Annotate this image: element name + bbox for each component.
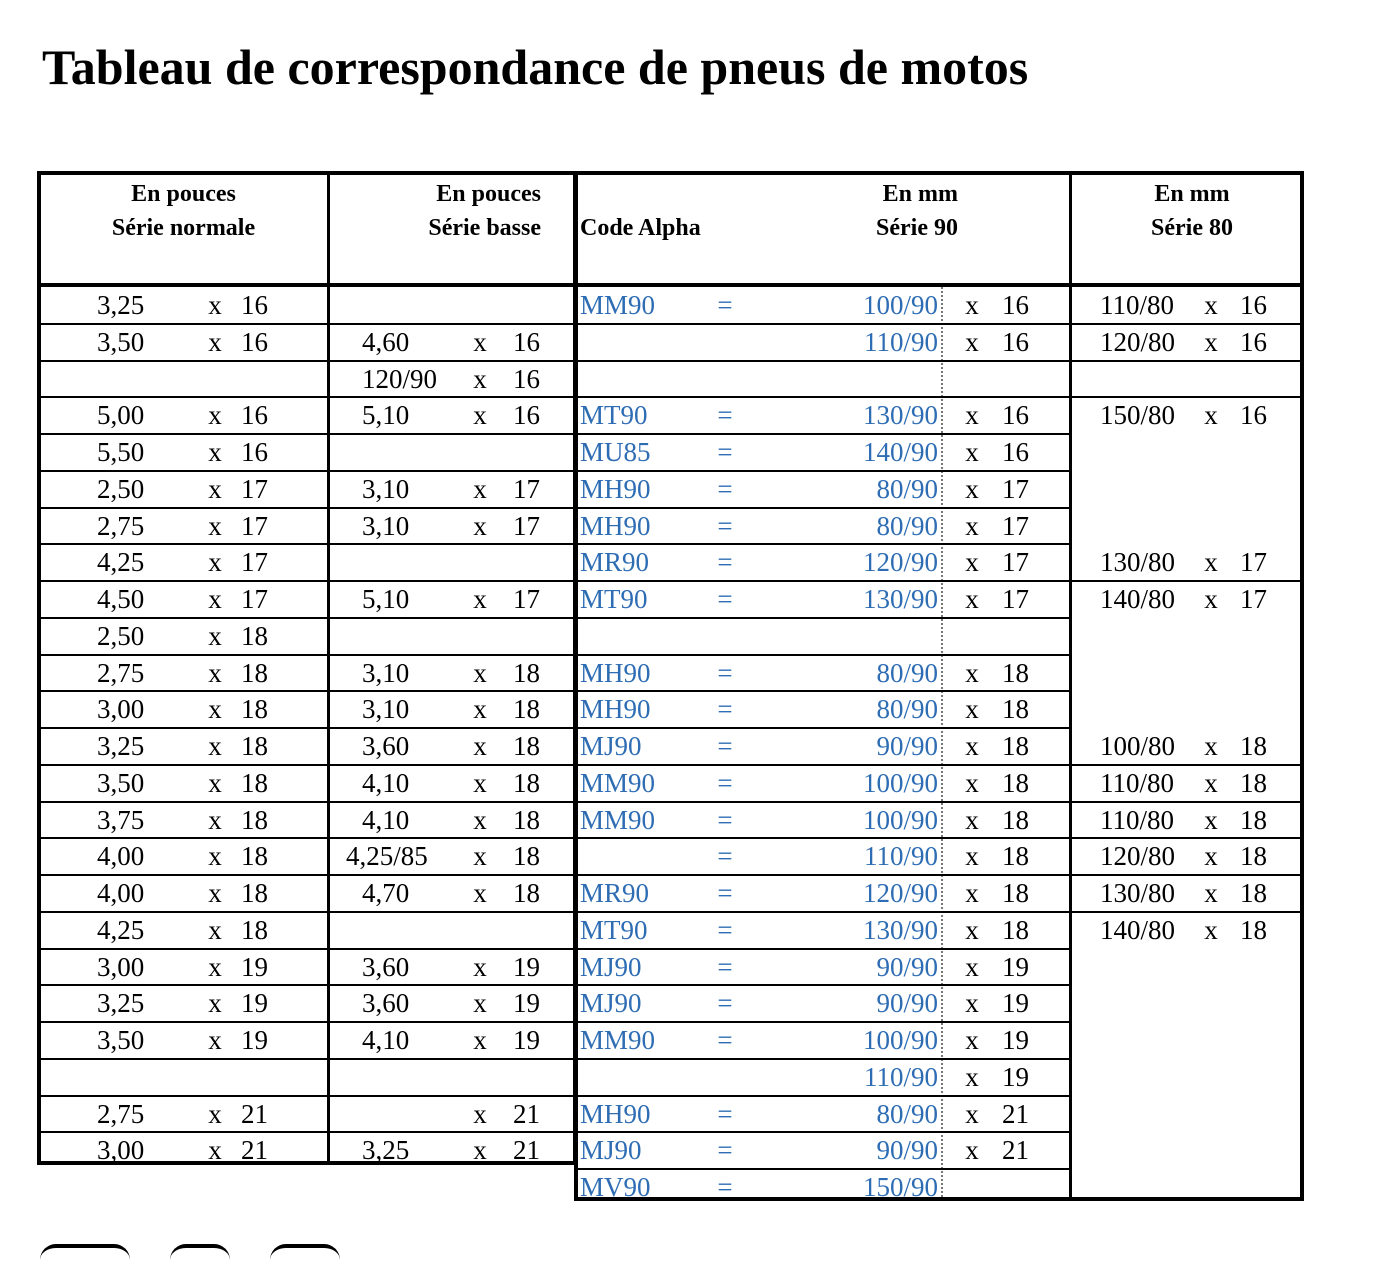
normal-rim: 21 — [241, 1135, 268, 1166]
normal-rim: 18 — [241, 914, 268, 945]
normal-rim: 18 — [241, 804, 268, 835]
normal-size: 2,75 — [97, 1098, 145, 1129]
low-profile-rim: 17 — [513, 584, 540, 614]
equals-sign: = — [717, 1135, 733, 1166]
equals-sign: = — [717, 951, 733, 982]
low-profile-size: 4,10 — [362, 804, 410, 835]
low-profile-rim: 19 — [513, 988, 540, 1019]
normal-size: 3,00 — [97, 694, 145, 725]
normal-rim: 17 — [241, 510, 268, 541]
times-sign: x — [208, 951, 222, 982]
mm-80-rim: 16 — [1240, 326, 1267, 357]
normal-rim: 18 — [241, 620, 268, 651]
times-sign: x — [965, 878, 979, 908]
mm-90-rim: 19 — [1002, 988, 1029, 1019]
normal-size: 3,75 — [97, 804, 145, 835]
low-profile-rim: 21 — [513, 1135, 540, 1166]
low-profile-rim: 18 — [513, 657, 540, 688]
header-serie-80 — [1074, 175, 1310, 283]
mm-80-rim: 17 — [1240, 547, 1267, 578]
low-profile-size: 4,10 — [362, 1025, 410, 1055]
mm-90-rim: 17 — [1002, 510, 1029, 541]
alpha-code: MR90 — [580, 878, 650, 908]
normal-rim: 17 — [241, 473, 268, 504]
times-sign: x — [965, 694, 979, 725]
normal-size: 3,25 — [97, 988, 145, 1019]
times-sign: x — [473, 473, 487, 504]
mm-90-rim: 16 — [1002, 400, 1029, 431]
normal-size: 4,00 — [97, 878, 145, 908]
mm-90-rim: 18 — [1002, 841, 1029, 872]
times-sign: x — [1204, 731, 1218, 761]
mm-90-size: 110/90 — [864, 1061, 938, 1092]
times-sign: x — [473, 841, 487, 872]
mm-90-rim: 16 — [1002, 290, 1029, 320]
normal-size: 3,00 — [97, 951, 145, 982]
alpha-code: MT90 — [580, 400, 648, 431]
equals-sign: = — [717, 437, 733, 467]
times-sign: x — [208, 988, 222, 1019]
column-divider — [1069, 175, 1072, 1197]
mm-90-size: 90/90 — [876, 1135, 938, 1166]
mm-80-size: 140/80 — [1100, 584, 1176, 614]
mm-80-size: 150/80 — [1100, 400, 1176, 431]
mm-90-size: 100/90 — [862, 290, 938, 320]
low-profile-size: 4,25/85 — [346, 841, 428, 872]
alpha-code: MH90 — [580, 1098, 651, 1129]
mm-90-rim: 18 — [1002, 767, 1029, 798]
header-code-alpha — [580, 175, 780, 283]
mm-80-rim: 16 — [1240, 290, 1267, 320]
times-sign: x — [965, 1025, 979, 1055]
alpha-code: MJ90 — [580, 951, 642, 982]
equals-sign: = — [717, 584, 733, 614]
times-sign: x — [473, 1025, 487, 1055]
low-profile-rim: 18 — [513, 878, 540, 908]
alpha-code: MM90 — [580, 1025, 656, 1055]
low-profile-rim: 18 — [513, 731, 540, 761]
times-sign: x — [208, 620, 222, 651]
mm-80-rim: 18 — [1240, 804, 1267, 835]
low-profile-rim: 16 — [513, 326, 540, 357]
low-profile-rim: 19 — [513, 1025, 540, 1055]
mm-80-size: 110/80 — [1100, 290, 1174, 320]
equals-sign: = — [717, 731, 733, 761]
dotted-divider — [941, 287, 943, 1197]
times-sign: x — [208, 400, 222, 431]
normal-rim: 16 — [241, 290, 268, 320]
times-sign: x — [473, 804, 487, 835]
low-profile-rim: 21 — [513, 1098, 540, 1129]
normal-size: 3,00 — [97, 1135, 145, 1166]
row-divider — [578, 617, 1069, 619]
header-col4-line1: En mm — [882, 181, 958, 207]
low-profile-size: 4,10 — [362, 767, 410, 798]
times-sign: x — [1204, 290, 1218, 320]
times-sign: x — [473, 767, 487, 798]
mm-90-rim: 18 — [1002, 804, 1029, 835]
mm-90-size: 80/90 — [876, 657, 938, 688]
alpha-code: MU85 — [580, 437, 651, 467]
normal-rim: 18 — [241, 878, 268, 908]
normal-rim: 19 — [241, 1025, 268, 1055]
low-profile-size: 3,10 — [362, 694, 410, 725]
low-profile-rim: 18 — [513, 694, 540, 725]
times-sign: x — [1204, 547, 1218, 578]
mm-80-size: 140/80 — [1100, 914, 1176, 945]
normal-rim: 18 — [241, 657, 268, 688]
header-col5-line1: En mm — [1154, 181, 1230, 207]
times-sign: x — [473, 510, 487, 541]
times-sign: x — [965, 547, 979, 578]
alpha-code: MJ90 — [580, 731, 642, 761]
normal-size: 4,25 — [97, 547, 145, 578]
mm-90-rim: 19 — [1002, 1061, 1029, 1092]
mm-90-rim: 19 — [1002, 1025, 1029, 1055]
mm-90-rim: 16 — [1002, 326, 1029, 357]
times-sign: x — [208, 694, 222, 725]
alpha-code: MH90 — [580, 510, 651, 541]
times-sign: x — [965, 290, 979, 320]
equals-sign: = — [717, 473, 733, 504]
low-profile-rim: 17 — [513, 473, 540, 504]
low-profile-size: 3,25 — [362, 1135, 410, 1166]
equals-sign: = — [717, 510, 733, 541]
header-serie-normale — [41, 175, 326, 283]
alpha-code: MR90 — [580, 547, 650, 578]
times-sign: x — [208, 326, 222, 357]
normal-rim: 18 — [241, 767, 268, 798]
mm-80-size: 120/80 — [1100, 841, 1176, 872]
low-profile-rim: 17 — [513, 510, 540, 541]
mm-table — [574, 171, 1304, 1201]
low-profile-rim: 16 — [513, 400, 540, 431]
normal-size: 2,50 — [97, 620, 145, 651]
mm-90-size: 120/90 — [862, 878, 938, 908]
low-profile-size: 4,70 — [362, 878, 410, 908]
normal-rim: 18 — [241, 694, 268, 725]
cut-off-heading — [40, 1238, 1040, 1270]
alpha-code: MH90 — [580, 473, 651, 504]
mm-80-rim: 16 — [1240, 400, 1267, 431]
mm-90-size: 130/90 — [862, 584, 938, 614]
times-sign: x — [965, 804, 979, 835]
mm-90-rim: 19 — [1002, 951, 1029, 982]
times-sign: x — [473, 878, 487, 908]
row-divider — [578, 360, 1069, 362]
mm-90-size: 110/90 — [864, 841, 938, 872]
mm-90-size: 140/90 — [862, 437, 938, 467]
normal-rim: 16 — [241, 400, 268, 431]
mm-90-size: 90/90 — [876, 731, 938, 761]
low-profile-rim: 18 — [513, 804, 540, 835]
times-sign: x — [965, 584, 979, 614]
equals-sign: = — [717, 400, 733, 431]
alpha-code: MH90 — [580, 694, 651, 725]
times-sign: x — [473, 951, 487, 982]
normal-size: 3,25 — [97, 290, 145, 320]
times-sign: x — [1204, 326, 1218, 357]
normal-rim: 18 — [241, 841, 268, 872]
header-col2-line2: Série basse — [428, 215, 541, 241]
normal-rim: 18 — [241, 731, 268, 761]
mm-90-size: 150/90 — [862, 1172, 938, 1202]
times-sign: x — [208, 1098, 222, 1129]
header-col2-line1: En pouces — [436, 181, 541, 207]
equals-sign: = — [717, 804, 733, 835]
mm-80-size: 100/80 — [1100, 731, 1176, 761]
times-sign: x — [208, 657, 222, 688]
times-sign: x — [208, 1135, 222, 1166]
low-profile-size: 3,10 — [362, 657, 410, 688]
equals-sign: = — [717, 1098, 733, 1129]
times-sign: x — [1204, 804, 1218, 835]
times-sign: x — [965, 657, 979, 688]
equals-sign: = — [717, 1172, 733, 1202]
equals-sign: = — [717, 657, 733, 688]
alpha-code: MM90 — [580, 290, 656, 320]
normal-size: 3,50 — [97, 767, 145, 798]
mm-80-size: 110/80 — [1100, 767, 1174, 798]
normal-rim: 21 — [241, 1098, 268, 1129]
normal-size: 4,50 — [97, 584, 145, 614]
mm-90-rim: 17 — [1002, 584, 1029, 614]
normal-size: 3,50 — [97, 326, 145, 357]
low-profile-size: 3,60 — [362, 988, 410, 1019]
inches-table — [37, 171, 577, 1165]
header-col1-line1: En pouces — [131, 181, 236, 207]
times-sign: x — [473, 694, 487, 725]
mm-80-rim: 18 — [1240, 841, 1267, 872]
times-sign: x — [208, 584, 222, 614]
mm-80-rim: 17 — [1240, 584, 1267, 614]
alpha-code: MJ90 — [580, 988, 642, 1019]
mm-90-size: 80/90 — [876, 510, 938, 541]
low-profile-rim: 18 — [513, 841, 540, 872]
times-sign: x — [1204, 767, 1218, 798]
page-title: Tableau de correspondance de pneus de motos — [42, 39, 1029, 95]
mm-80-size: 130/80 — [1100, 878, 1176, 908]
low-profile-size: 120/90 — [362, 363, 438, 394]
low-profile-rim: 19 — [513, 951, 540, 982]
normal-rim: 19 — [241, 951, 268, 982]
alpha-code: MM90 — [580, 767, 656, 798]
alpha-code: MT90 — [580, 584, 648, 614]
normal-rim: 17 — [241, 584, 268, 614]
alpha-code: MH90 — [580, 657, 651, 688]
times-sign: x — [1204, 841, 1218, 872]
header-serie-basse — [329, 175, 541, 283]
times-sign: x — [473, 584, 487, 614]
normal-size: 4,00 — [97, 841, 145, 872]
times-sign: x — [208, 878, 222, 908]
equals-sign: = — [717, 767, 733, 798]
normal-size: 5,00 — [97, 400, 145, 431]
normal-size: 3,50 — [97, 1025, 145, 1055]
equals-sign: = — [717, 694, 733, 725]
mm-90-size: 120/90 — [862, 547, 938, 578]
times-sign: x — [965, 400, 979, 431]
times-sign: x — [965, 767, 979, 798]
mm-90-size: 100/90 — [862, 1025, 938, 1055]
times-sign: x — [1204, 914, 1218, 945]
header-col3-label: Code Alpha — [580, 215, 701, 241]
times-sign: x — [208, 914, 222, 945]
mm-90-size: 90/90 — [876, 951, 938, 982]
equals-sign: = — [717, 988, 733, 1019]
low-profile-size: 3,10 — [362, 510, 410, 541]
times-sign: x — [473, 988, 487, 1019]
times-sign: x — [965, 951, 979, 982]
mm-90-size: 130/90 — [862, 914, 938, 945]
row-divider — [41, 360, 573, 362]
normal-rim: 16 — [241, 326, 268, 357]
times-sign: x — [208, 731, 222, 761]
times-sign: x — [1204, 400, 1218, 431]
header-col1-line2: Série normale — [111, 215, 256, 241]
mm-90-rim: 21 — [1002, 1098, 1029, 1129]
normal-rim: 17 — [241, 547, 268, 578]
normal-size: 4,25 — [97, 914, 145, 945]
normal-rim: 16 — [241, 437, 268, 467]
alpha-code: MJ90 — [580, 1135, 642, 1166]
mm-80-rim: 18 — [1240, 878, 1267, 908]
header-serie-90 — [808, 175, 958, 283]
mm-90-rim: 18 — [1002, 878, 1029, 908]
times-sign: x — [965, 1098, 979, 1129]
mm-90-size: 90/90 — [876, 988, 938, 1019]
normal-size: 3,25 — [97, 731, 145, 761]
equals-sign: = — [717, 1025, 733, 1055]
normal-size: 2,50 — [97, 473, 145, 504]
equals-sign: = — [717, 547, 733, 578]
normal-size: 2,75 — [97, 510, 145, 541]
times-sign: x — [208, 767, 222, 798]
times-sign: x — [965, 841, 979, 872]
low-profile-size: 5,10 — [362, 584, 410, 614]
low-profile-rim: 16 — [513, 363, 540, 394]
mm-90-rim: 21 — [1002, 1135, 1029, 1166]
times-sign: x — [473, 1098, 487, 1129]
equals-sign: = — [717, 290, 733, 320]
mm-80-size: 120/80 — [1100, 326, 1176, 357]
mm-80-rim: 18 — [1240, 914, 1267, 945]
mm-90-rim: 18 — [1002, 914, 1029, 945]
times-sign: x — [965, 988, 979, 1019]
equals-sign: = — [717, 914, 733, 945]
mm-90-size: 100/90 — [862, 767, 938, 798]
alpha-code: MT90 — [580, 914, 648, 945]
low-profile-size: 3,60 — [362, 731, 410, 761]
times-sign: x — [965, 473, 979, 504]
header-col4-line2: Série 90 — [876, 215, 958, 241]
low-profile-size: 5,10 — [362, 400, 410, 431]
times-sign: x — [473, 731, 487, 761]
mm-80-rim: 18 — [1240, 731, 1267, 761]
times-sign: x — [965, 731, 979, 761]
row-divider — [41, 1058, 573, 1060]
equals-sign: = — [717, 841, 733, 872]
times-sign: x — [473, 400, 487, 431]
low-profile-rim: 18 — [513, 767, 540, 798]
times-sign: x — [208, 841, 222, 872]
times-sign: x — [473, 1135, 487, 1166]
low-profile-size: 3,10 — [362, 473, 410, 504]
times-sign: x — [965, 510, 979, 541]
times-sign: x — [965, 1061, 979, 1092]
mm-80-size: 110/80 — [1100, 804, 1174, 835]
mm-90-rim: 18 — [1002, 657, 1029, 688]
mm-80-size: 130/80 — [1100, 547, 1176, 578]
header-col5-line2: Série 80 — [1151, 215, 1233, 241]
times-sign: x — [208, 473, 222, 504]
times-sign: x — [1204, 878, 1218, 908]
times-sign: x — [473, 326, 487, 357]
times-sign: x — [208, 437, 222, 467]
alpha-code: MV90 — [580, 1172, 651, 1202]
times-sign: x — [965, 437, 979, 467]
times-sign: x — [965, 326, 979, 357]
mm-80-rim: 18 — [1240, 767, 1267, 798]
times-sign: x — [473, 657, 487, 688]
low-profile-size: 4,60 — [362, 326, 410, 357]
mm-90-size: 80/90 — [876, 473, 938, 504]
mm-90-rim: 18 — [1002, 731, 1029, 761]
mm-90-rim: 18 — [1002, 694, 1029, 725]
times-sign: x — [208, 290, 222, 320]
mm-90-size: 110/90 — [864, 326, 938, 357]
normal-rim: 19 — [241, 988, 268, 1019]
times-sign: x — [473, 363, 487, 394]
alpha-code: MM90 — [580, 804, 656, 835]
mm-90-size: 80/90 — [876, 694, 938, 725]
mm-90-rim: 17 — [1002, 473, 1029, 504]
normal-size: 2,75 — [97, 657, 145, 688]
times-sign: x — [965, 914, 979, 945]
times-sign: x — [965, 1135, 979, 1166]
equals-sign: = — [717, 878, 733, 908]
row-divider — [1072, 360, 1304, 362]
times-sign: x — [208, 1025, 222, 1055]
mm-90-size: 100/90 — [862, 804, 938, 835]
times-sign: x — [208, 547, 222, 578]
mm-90-rim: 16 — [1002, 437, 1029, 467]
mm-90-size: 80/90 — [876, 1098, 938, 1129]
mm-90-rim: 17 — [1002, 547, 1029, 578]
times-sign: x — [208, 510, 222, 541]
low-profile-size: 3,60 — [362, 951, 410, 982]
header-divider — [578, 283, 1300, 287]
times-sign: x — [1204, 584, 1218, 614]
times-sign: x — [208, 804, 222, 835]
mm-90-size: 130/90 — [862, 400, 938, 431]
normal-size: 5,50 — [97, 437, 145, 467]
